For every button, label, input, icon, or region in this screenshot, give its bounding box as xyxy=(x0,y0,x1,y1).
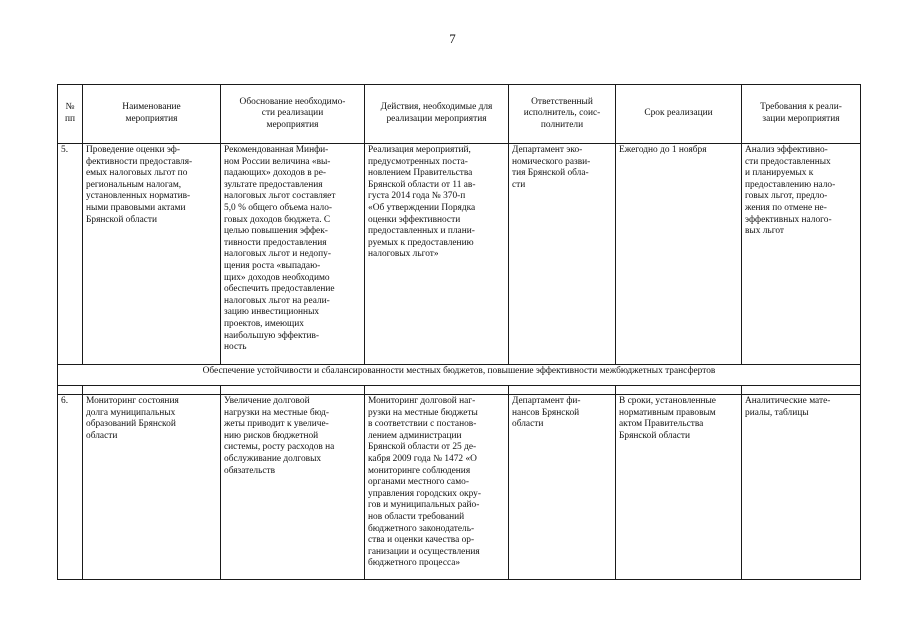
cell-text-line: наибольшую эффектив- xyxy=(224,330,320,341)
cell-text-line: налоговых льгот на реали- xyxy=(224,295,330,306)
cell-text-line: органами местного само- xyxy=(368,477,469,488)
cell-text-line: лением администрации xyxy=(368,430,462,441)
cell-text-line: предоставлению нало- xyxy=(745,179,836,190)
cell-text-line: Брянской области xyxy=(619,430,691,441)
cell-text-line: сти реализации xyxy=(261,108,324,119)
cell-text-line: полнители xyxy=(540,119,584,130)
cell-text-line: щения роста «выпадаю- xyxy=(224,260,321,271)
cell-text-line: «Об утверждении Порядка xyxy=(368,202,476,213)
cell-deadline xyxy=(616,395,742,580)
cell-text-line: предоставленных и плани- xyxy=(368,226,475,237)
cell-text-line: мониторинге соблюдения xyxy=(368,465,471,476)
cell-text-line: Наименование xyxy=(122,102,181,113)
cell-text-line: Департамент эко- xyxy=(512,145,583,155)
cell-text-line: и планируемых к xyxy=(745,168,814,179)
header-deadline xyxy=(616,85,742,144)
header-executor xyxy=(509,85,616,144)
cell-text-line: руемых к предоставлению xyxy=(368,237,474,248)
cell-text-line: реализации мероприятия xyxy=(386,114,487,124)
cell-text-line: обслуживание долговых xyxy=(224,453,322,464)
cell-text-line: исполнитель, соис- xyxy=(523,108,601,119)
cell-executor xyxy=(509,144,616,365)
cell-text-line: системы, росту расходов на xyxy=(224,442,335,453)
cell-text-line: региональным налогам, xyxy=(86,179,182,190)
cell-text-line: Требования к реали- xyxy=(760,102,842,113)
cell-text-line: В сроки, установленные xyxy=(619,396,716,406)
cell-text-line: фективности предоставля- xyxy=(86,156,193,167)
cell-text-line: Ежегодно до 1 ноября xyxy=(619,145,707,155)
cell-text-line: образований Брянской xyxy=(86,419,176,430)
cell-text-line: жеты приводит к увеличе- xyxy=(224,419,329,430)
cell-text-line: Ответственный xyxy=(531,96,593,107)
section-title-row xyxy=(58,365,861,386)
cell-text-line: ства и оценки качества ор- xyxy=(368,535,475,546)
cell-text-line: Брянской области от 25 де- xyxy=(368,442,477,453)
cell-text-line: ганизации и осуществления xyxy=(368,546,480,557)
cell-text-line: эффективных налого- xyxy=(745,214,832,225)
cell-text-line: нов области требований xyxy=(368,511,465,522)
table-row xyxy=(58,144,861,365)
cell-text-line: ность xyxy=(224,342,247,353)
cell-text-line: налоговых льгот» xyxy=(368,249,439,260)
cell-text-line: рузки на местные бюджеты xyxy=(368,407,478,418)
cell-text-line: обязательств xyxy=(224,465,276,476)
cell-text-line: щих» доходов необходимо xyxy=(224,272,330,283)
cell-text-line: говых доходов бюджета. С xyxy=(224,214,331,225)
cell-actions xyxy=(365,395,509,580)
cell-justification xyxy=(221,395,365,580)
cell-text-line: управления городских окру- xyxy=(368,488,481,499)
header-justification xyxy=(221,85,365,144)
cell-actions xyxy=(365,144,509,365)
cell-text-line: номического разви- xyxy=(512,156,591,167)
cell-text-line: говых льгот, предло- xyxy=(745,191,828,202)
cell-text-line: жения по отмене не- xyxy=(745,202,827,213)
cell-text-line: нагрузки на местные бюд- xyxy=(224,407,330,418)
cell-executor xyxy=(509,395,616,580)
cell-text-line: оценки эффективности xyxy=(368,214,461,225)
cell-text-line: сти предоставленных xyxy=(745,156,831,167)
cell-text-line: в соответствии с постанов- xyxy=(368,419,477,430)
cell-name xyxy=(83,144,221,365)
cell-text-line: Брянской области от 11 ав- xyxy=(368,179,476,190)
cell-text-line: нию рисков бюджетной xyxy=(224,430,319,441)
cell-text-line: актом Правительства xyxy=(619,419,704,430)
cell-text-line: бюджетного законодатель- xyxy=(368,523,475,534)
cell-text-line: Срок реализации xyxy=(644,108,713,119)
cell-text-line: № xyxy=(65,102,75,113)
cell-text-line: нормативным правовым xyxy=(619,407,716,418)
cell-text-line: Брянской области xyxy=(86,214,158,225)
cell-text-line: проектов, имеющих xyxy=(224,318,304,329)
cell-text-line: Анализ эффективно- xyxy=(745,145,828,155)
measures-table xyxy=(57,84,861,580)
cell-text-line: падающих» доходов в ре- xyxy=(224,168,327,179)
cell-text-line: вых льгот xyxy=(745,226,784,237)
cell-text-line: Департамент фи- xyxy=(512,396,581,406)
cell-requirements xyxy=(742,395,861,580)
cell-text-line: Аналитические мате- xyxy=(745,396,831,406)
cell-num: 5. xyxy=(58,144,83,365)
header-actions xyxy=(365,85,509,144)
cell-text-line: ными правовыми актами xyxy=(86,202,186,213)
cell-text-line: области xyxy=(86,430,118,441)
cell-text-line: ном России величина «вы- xyxy=(224,156,331,167)
cell-text-line: тия Брянской обла- xyxy=(512,168,589,179)
cell-name xyxy=(83,395,221,580)
cell-text-line: мероприятия xyxy=(125,114,178,124)
section-title: Обеспечение устойчивости и сбалансированности местных бюджетов, повышение эффективности межбюджетных трансфертов xyxy=(58,365,861,386)
header-name xyxy=(83,85,221,144)
header-num xyxy=(58,85,83,144)
cell-text-line: Действия, необходимые для xyxy=(380,102,493,113)
cell-text-line: мероприятия xyxy=(266,119,319,130)
table-row xyxy=(58,395,861,580)
cell-text-line: бюджетного процесса» xyxy=(368,558,461,569)
cell-text-line: Обоснование необходимо- xyxy=(239,96,346,107)
cell-text-line: целью повышения эффек- xyxy=(224,226,328,237)
cell-text-line: Рекомендованная Минфи- xyxy=(224,145,329,155)
cell-text-line: нансов Брянской xyxy=(512,407,580,418)
cell-text-line: предусмотренных поста- xyxy=(368,156,468,167)
table-header-row xyxy=(58,85,861,144)
cell-text-line: налоговых льгот и недопу- xyxy=(224,249,331,260)
cell-text-line: Проведение оценки эф- xyxy=(86,145,180,155)
cell-text-line: налоговых льгот составляет xyxy=(224,191,336,202)
cell-text-line: зацию инвестиционных xyxy=(224,307,320,318)
cell-justification xyxy=(221,144,365,365)
cell-text-line: зации мероприятия xyxy=(762,114,840,124)
cell-text-line: Увеличение долговой xyxy=(224,396,310,406)
cell-text-line: зультате предоставления xyxy=(224,179,323,190)
cell-text-line: установленных норматив- xyxy=(86,191,191,202)
cell-num: 6. xyxy=(58,395,83,580)
cell-text-line: тивности предоставления xyxy=(224,237,327,248)
cell-text-line: риалы, таблицы xyxy=(745,407,809,418)
cell-text-line: емых налоговых льгот по xyxy=(86,168,188,179)
cell-text-line: Мониторинг долговой наг- xyxy=(368,396,476,406)
cell-text-line: обеспечить предоставление xyxy=(224,284,335,295)
cell-text-line: пп xyxy=(64,114,76,124)
cell-text-line: густа 2014 года № 370-п xyxy=(368,191,466,202)
page-number: 7 xyxy=(449,31,456,46)
header-requirements xyxy=(742,85,861,144)
cell-text-line: гов и муниципальных райо- xyxy=(368,500,480,511)
cell-text-line: долга муниципальных xyxy=(86,407,176,418)
cell-text-line: Мониторинг состояния xyxy=(86,396,179,406)
cell-text-line: 5,0 % общего объема нало- xyxy=(224,202,333,213)
cell-text-line: новлением Правительства xyxy=(368,168,473,179)
cell-text-line: кабря 2009 года № 1472 «О xyxy=(368,453,477,464)
spacer-row xyxy=(58,386,861,395)
cell-text-line: области xyxy=(512,419,544,430)
cell-requirements xyxy=(742,144,861,365)
cell-deadline xyxy=(616,144,742,365)
cell-text-line: сти xyxy=(512,179,526,190)
cell-text-line: Реализация мероприятий, xyxy=(368,145,471,155)
